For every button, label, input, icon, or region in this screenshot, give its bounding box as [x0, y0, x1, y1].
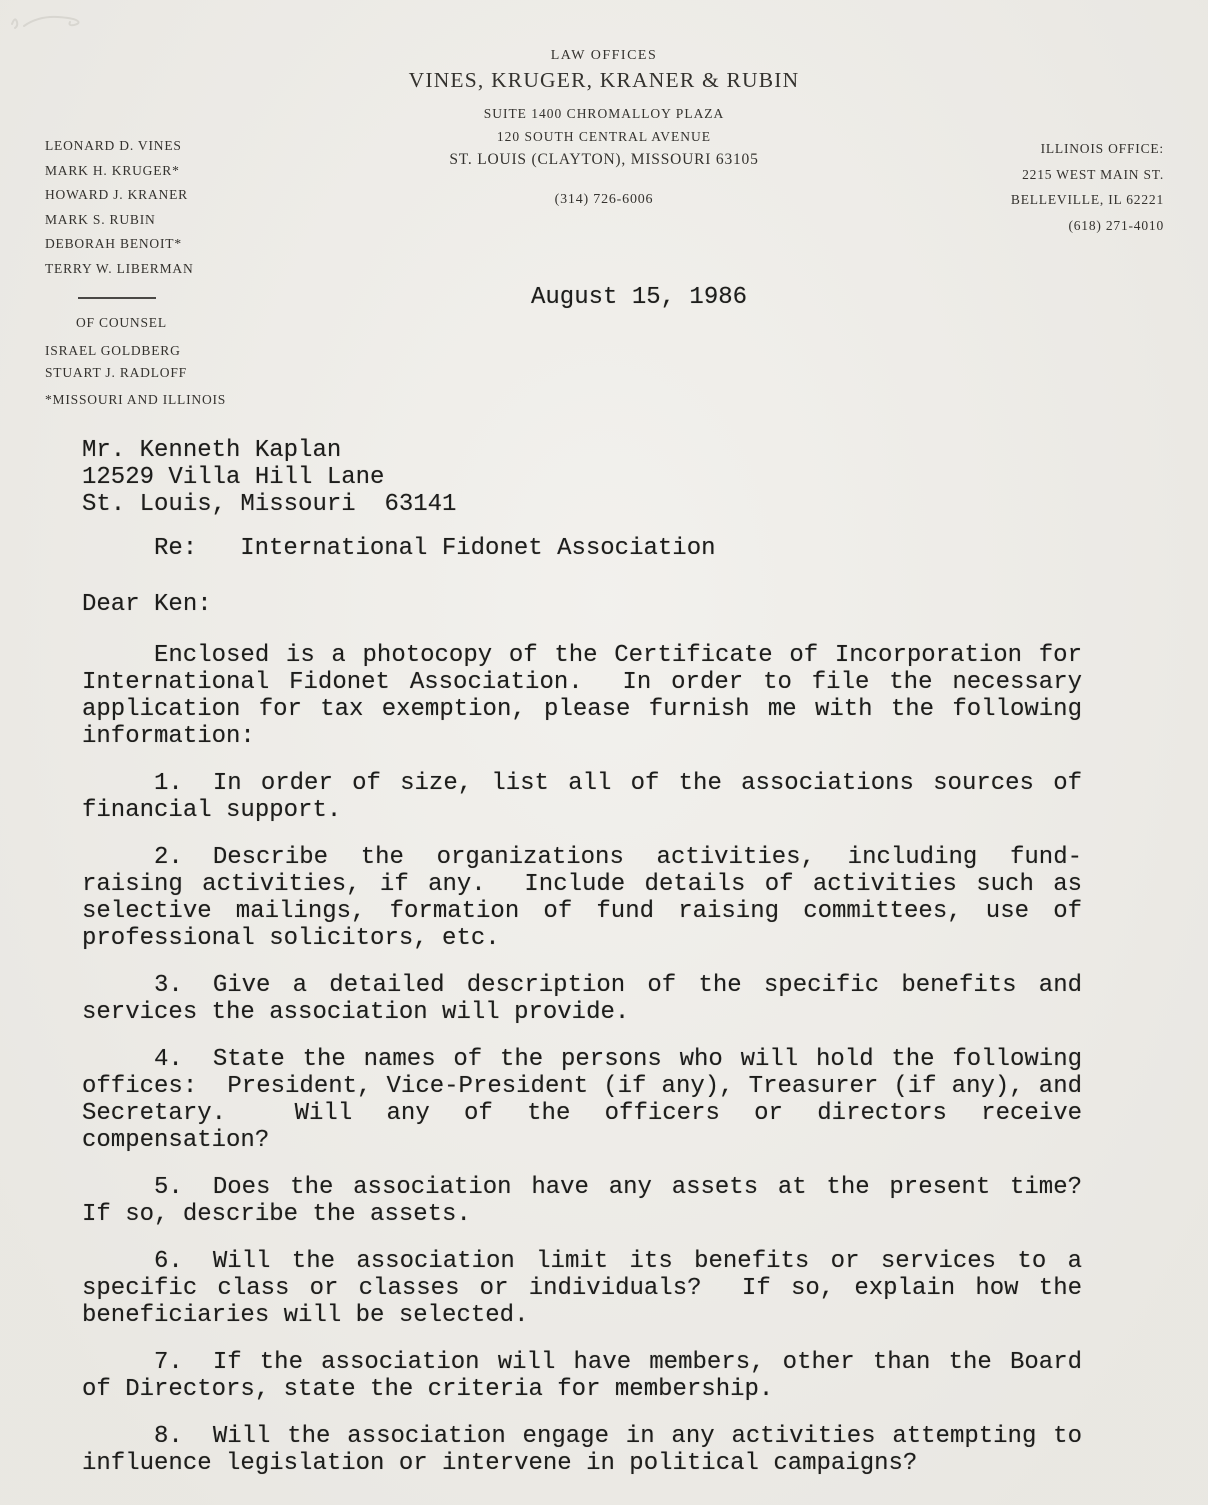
numbered-item-1: [82, 770, 1097, 824]
numbered-item-7: [82, 1349, 1097, 1403]
item-number: 2.: [154, 844, 183, 871]
letterhead-city: ST. LOUIS (CLAYTON), MISSOURI 63105: [449, 151, 759, 168]
numbered-item-3: [82, 972, 1097, 1026]
attorney-name: DEBORAH BENOIT*: [45, 236, 182, 251]
of-counsel-name: STUART J. RADLOFF: [45, 364, 187, 380]
attorney-name: LEONARD D. VINES: [45, 138, 182, 153]
re-label: Re:: [154, 535, 198, 562]
of-counsel-divider: [78, 297, 156, 299]
item-number: 1.: [154, 770, 183, 797]
numbered-item-8: [82, 1423, 1097, 1477]
item-text: In order of size, list all of the associations sources of financial support.: [82, 770, 1097, 824]
salutation: Dear Ken:: [82, 591, 212, 618]
letter-date: August 15, 1986: [531, 284, 748, 311]
item-text: Does the association have any assets at the present time? If so, describe the assets.: [82, 1174, 1111, 1228]
item-number: 7.: [154, 1349, 183, 1376]
recipient-name: Mr. Kenneth Kaplan: [82, 437, 342, 464]
item-text: Describe the organizations activities, including fund-raising activities, if any. Include details of activities such as selective mailings, formation of fund raising committees, use of professional solicitors, etc.: [82, 844, 1097, 952]
letter-body: [82, 437, 1111, 1477]
illinois-office-city: BELLEVILLE, IL 62221: [1010, 192, 1164, 207]
illinois-office-street: 2215 WEST MAIN ST.: [1022, 166, 1164, 182]
item-text: State the names of the persons who will hold the following offices: President, Vice-President (if any), Treasurer (if any), and Secretary. Will any of the officers or directors receive compensation?: [82, 1046, 1097, 1154]
letterhead-suite: SUITE 1400 CHROMALLOY PLAZA: [483, 106, 725, 121]
numbered-item-4: [82, 1046, 1097, 1154]
of-counsel-label: OF COUNSEL: [76, 315, 167, 330]
item-number: 3.: [154, 972, 183, 999]
item-number: 5.: [154, 1174, 183, 1201]
item-text: Give a detailed description of the specific benefits and services the association will provide.: [82, 972, 1097, 1026]
illinois-office-phone: (618) 271-4010: [1068, 217, 1164, 233]
letterhead-office-type: LAW OFFICES: [550, 48, 658, 63]
numbered-item-5: [82, 1174, 1111, 1228]
illinois-office-label: ILLINOIS OFFICE:: [1040, 141, 1164, 156]
letterhead-phone: (314) 726-6006: [554, 192, 654, 207]
attorney-name: MARK H. KRUGER*: [45, 162, 180, 178]
attorney-name: HOWARD J. KRANER: [45, 187, 188, 202]
pencil-scribble-mark: [6, 4, 116, 38]
item-text: Will the association engage in any activities attempting to influence legislation or intervene in political campaigns?: [82, 1423, 1097, 1477]
numbered-item-6: [82, 1248, 1097, 1329]
attorney-name: TERRY W. LIBERMAN: [45, 260, 194, 276]
numbered-item-2: [82, 844, 1097, 952]
letterhead-street: 120 SOUTH CENTRAL AVENUE: [496, 129, 712, 144]
item-number: 4.: [154, 1046, 183, 1073]
opening-paragraph: Enclosed is a photocopy of the Certificate of Incorporation for International Fidonet Association. In order to file the necessary application for tax exemption, please furnish me with the following information:: [82, 642, 1097, 750]
of-counsel-name: ISRAEL GOLDBERG: [45, 342, 181, 358]
recipient-city: St. Louis, Missouri 63141: [82, 491, 457, 518]
bar-license-note: *MISSOURI AND ILLINOIS: [45, 391, 227, 407]
illinois-office-block: [1011, 136, 1164, 238]
item-text: Will the association limit its benefits or services to a specific class or classes or individuals? If so, explain how the beneficiaries will be selected.: [82, 1248, 1097, 1329]
recipient-street: 12529 Villa Hill Lane: [82, 464, 385, 491]
re-subject: International Fidonet Association: [240, 535, 716, 562]
attorney-list: [45, 134, 226, 412]
item-number: 6.: [154, 1248, 183, 1275]
attorney-name: MARK S. RUBIN: [45, 211, 156, 227]
item-text: If the association will have members, other than the Board of Directors, state the criteria for membership.: [82, 1349, 1097, 1403]
re-line: [82, 535, 1082, 562]
item-number: 8.: [154, 1423, 183, 1450]
letterhead-firm-name: VINES, KRUGER, KRANER & RUBIN: [408, 68, 800, 92]
